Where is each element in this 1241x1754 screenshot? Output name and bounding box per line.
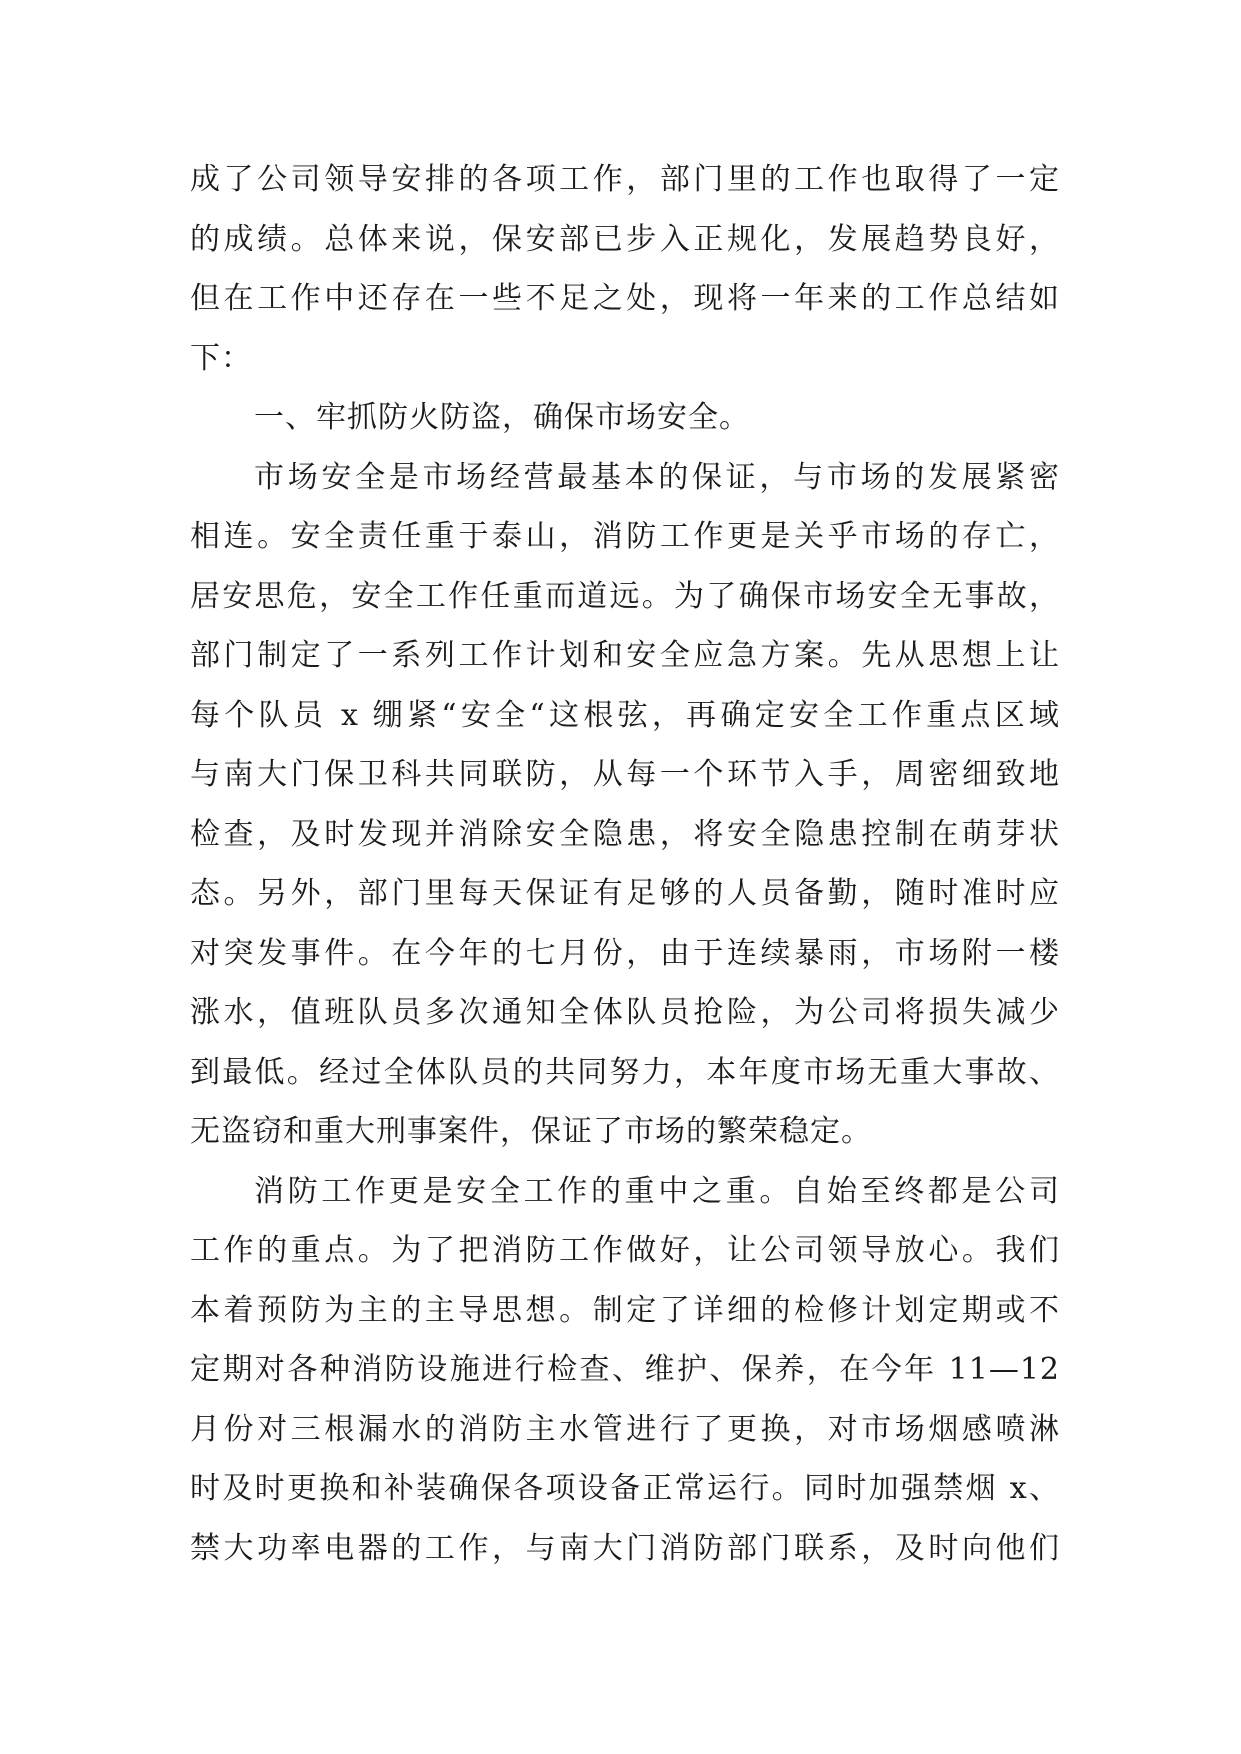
text-line: 成了公司领导安排的各项工作，部门里的工作也取得了一定 (190, 162, 1060, 197)
text-line: 居安思危，安全工作任重而道远。为了确保市场安全无事故， (190, 578, 1060, 614)
text-line: 但在工作中还存在一些不足之处，现将一年来的工作总结如 (190, 281, 1060, 316)
paragraph-start-line: 市场安全是市场经营最基本的保证，与市场的发展紧密 (254, 459, 1060, 495)
body-text (190, 150, 1060, 1578)
text-line: 到最低。经过全体队员的共同努力，本年度市场无重大事故、 (190, 1054, 1060, 1090)
paragraph-start-line: 消防工作更是安全工作的重中之重。自始至终都是公司 (254, 1173, 1060, 1209)
text-line: 无盗窃和重大刑事案件，保证了市场的繁荣稳定。 (190, 1114, 872, 1149)
text-line: 对突发事件。在今年的七月份，由于连续暴雨，市场附一楼 (190, 935, 1060, 971)
text-line: 本着预防为主的主导思想。制定了详细的检修计划定期或不 (190, 1292, 1060, 1328)
text-line: 工作的重点。为了把消防工作做好，让公司领导放心。我们 (190, 1233, 1060, 1268)
text-line: 时及时更换和补装确保各项设备正常运行。同时加强禁烟 x、 (190, 1471, 1060, 1506)
text-line: 禁大功率电器的工作，与南大门消防部门联系，及时向他们 (190, 1530, 1060, 1566)
text-line: 检查，及时发现并消除安全隐患，将安全隐患控制在萌芽状 (190, 816, 1060, 852)
text-line: 定期对各种消防设施进行检查、维护、保养，在今年 11—12 (190, 1352, 1060, 1387)
text-line: 月份对三根漏水的消防主水管进行了更换，对市场烟感喷淋 (190, 1411, 1060, 1447)
text-line: 每个队员 x 绷紧“安全“这根弦，再确定安全工作重点区域 (190, 697, 1060, 733)
text-line: 下： (190, 340, 252, 376)
text-line: 涨水，值班队员多次通知全体队员抢险，为公司将损失减少 (190, 995, 1060, 1030)
text-line: 相连。安全责任重于泰山，消防工作更是关乎市场的存亡， (190, 519, 1060, 554)
text-line: 部门制定了一系列工作计划和安全应急方案。先从思想上让 (190, 638, 1060, 673)
text-line: 的成绩。总体来说，保安部已步入正规化，发展趋势良好， (190, 221, 1060, 257)
text-line: 态。另外，部门里每天保证有足够的人员备勤，随时准时应 (190, 876, 1060, 911)
text-line: 与南大门保卫科共同联防，从每一个环节入手，周密细致地 (190, 757, 1060, 792)
section-heading: 一、牢抓防火防盗，确保市场安全。 (254, 400, 750, 435)
